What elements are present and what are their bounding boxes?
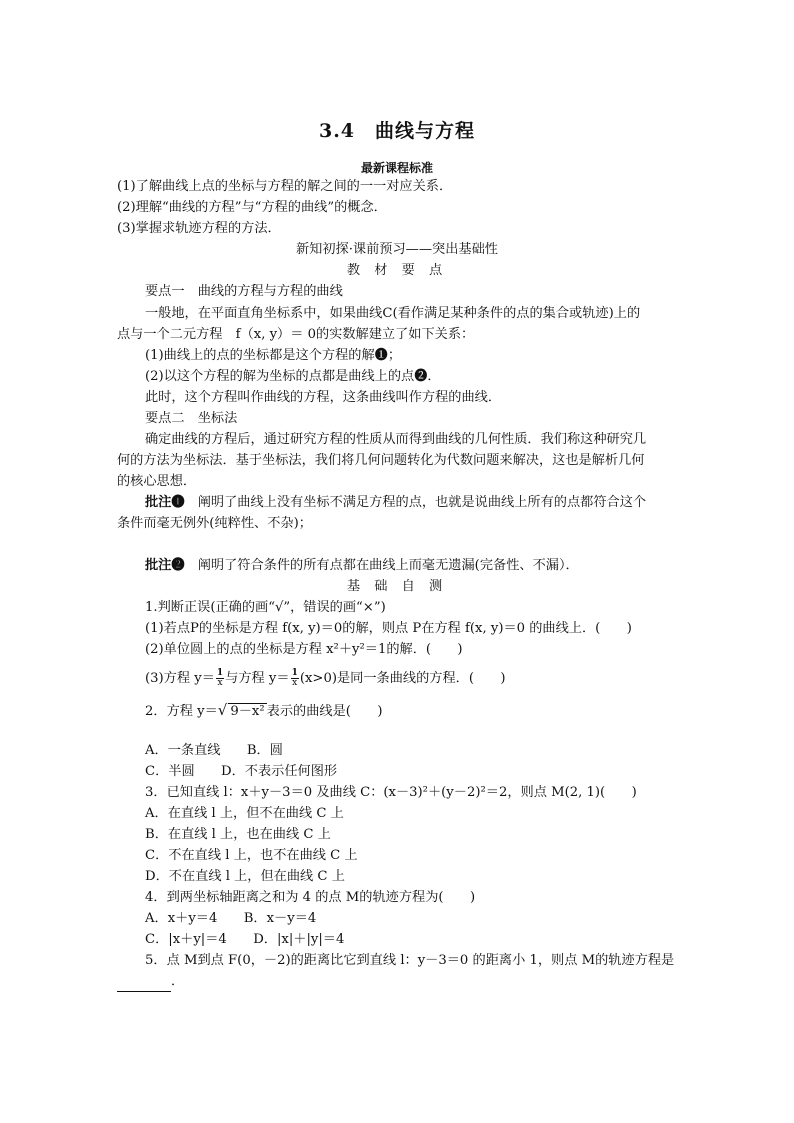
note1-line-1 xyxy=(145,493,646,513)
page-title: 3.4 曲线与方程 xyxy=(318,120,476,142)
section-heading-preview: 新知初探·课前预习——突出基础性 xyxy=(295,242,498,257)
fraction-1-over-x-second xyxy=(291,669,299,688)
note2-text: 阐明了符合条件的所有点都在曲线上而毫无遗漏(完备性、不漏）． xyxy=(184,558,579,573)
section-heading-self-test: 基 础 自 测 xyxy=(346,579,448,594)
point1-conclusion: 此时，这个方程叫作曲线的方程，这条曲线叫作方程的曲线． xyxy=(145,390,502,405)
q3-option-d: D．不在直线 l 上，但在曲线 C 上 xyxy=(145,869,345,884)
q1-stem: 1.判断正误(正确的画“√”，错误的画“×”) xyxy=(145,600,386,615)
sqrt-radicand: 9－x² xyxy=(230,704,265,719)
point1-heading: 要点一 曲线的方程与方程的曲线 xyxy=(145,284,343,299)
note1-text: 阐明了曲线上没有坐标不满足方程的点，也就是说曲线上所有的点都符合这个 xyxy=(184,495,647,510)
q5-stem: 5．点 M到点 F(0，－2)的距离比它到直线 l：y－3＝0 的距离小 1，则点 M的轨迹方程是 xyxy=(145,953,675,968)
note1-label: 批注❶ xyxy=(145,495,185,510)
answer-blank[interactable] xyxy=(117,977,171,992)
q2-stem xyxy=(145,700,382,722)
q1-statement-1: (1)若点P的坐标是方程 f(x, y)＝0的解，则点 P在方程 f(x, y)＝0 的曲线上．( ) xyxy=(145,621,632,636)
q3-stem: 3．已知直线 l：x＋y－3＝0 及曲线 C：(x－3)²＋(y－2)²＝2，则点 M(2, 1)( ) xyxy=(145,785,637,800)
q2-stem-post: 表示的曲线是( ) xyxy=(266,704,383,719)
q1-statement-3-mid: 与方程 y＝ xyxy=(225,671,290,686)
fraction-numerator-second: 1 xyxy=(291,668,298,678)
q3-option-b: B．在直线 l 上，也在曲线 C 上 xyxy=(145,827,331,842)
standard-item-3: (3)掌握求轨迹方程的方法． xyxy=(117,221,281,236)
standard-heading: 最新课程标准 xyxy=(360,161,433,175)
point1-item-1: (1)曲线上的点的坐标都是这个方程的解❶； xyxy=(145,348,402,363)
q5-end: ． xyxy=(171,974,185,989)
section-subheading-key-points: 教 材 要 点 xyxy=(346,263,448,278)
fraction-denominator-second: x xyxy=(292,678,298,688)
point2-line-3: 的核心思想． xyxy=(117,474,197,489)
point2-line-1: 确定曲线的方程后，通过研究方程的性质从而得到曲线的几何性质．我们称这种研究几 xyxy=(145,432,647,447)
q1-statement-3-post: (x>0)是同一条曲线的方程．( ) xyxy=(299,671,506,686)
fraction-numerator: 1 xyxy=(216,668,224,678)
q1-statement-2: (2)单位圆上的点的坐标是方程 x²＋y²＝1的解．( ) xyxy=(145,642,463,657)
standard-item-1: (1)了解曲线上点的坐标与方程的解之间的一一对应关系． xyxy=(117,179,453,194)
point2-heading: 要点二 坐标法 xyxy=(145,411,238,426)
q3-option-c: C．不在直线 l 上，也不在曲线 C 上 xyxy=(145,848,358,863)
note1-line-2: 条件而毫无例外(纯粹性、不杂)； xyxy=(117,516,312,531)
point2-line-2: 何的方法为坐标法．基于坐标法，我们将几何问题转化为代数问题来解决，这也是解析几何 xyxy=(117,453,645,468)
point1-line-1: 一般地，在平面直角坐标系中，如果曲线C(看作满足某种条件的点的集合或轨迹)上的 xyxy=(145,306,641,321)
point1-item-2: (2)以这个方程的解为坐标的点都是曲线上的点❷． xyxy=(145,369,441,384)
q4-options-cd: C．|x＋y|＝4 D．|x|＋|y|＝4 xyxy=(145,932,345,947)
fraction-denominator: x xyxy=(217,678,223,688)
q2-options-cd: C．半圆 D．不表示任何图形 xyxy=(145,764,338,779)
note2-label: 批注❷ xyxy=(145,558,185,573)
note2-line xyxy=(145,556,579,576)
point1-line-2: 点与一个二元方程 f（x, y）＝ 0的实数解建立了如下关系： xyxy=(117,327,475,342)
q5-answer-line xyxy=(117,972,184,992)
q3-option-a: A．在直线 l 上，但不在曲线 C 上 xyxy=(145,806,344,821)
q2-options-ab: A．一条直线 B．圆 xyxy=(145,743,283,758)
q1-statement-3-pre: (3)方程 y＝ xyxy=(145,671,215,686)
sqrt-sign-icon: √ xyxy=(217,701,228,719)
q1-statement-3 xyxy=(145,669,506,689)
fraction-1-over-x xyxy=(216,669,224,688)
standard-item-2: (2)理解“曲线的方程”与“方程的曲线”的概念． xyxy=(117,200,387,215)
q4-options-ab: A．x＋y＝4 B．x－y＝4 xyxy=(145,911,317,926)
q2-stem-pre: 2．方程 y＝ xyxy=(145,704,218,719)
q4-stem: 4．到两坐标轴距离之和为 4 的点 M的轨迹方程为( ) xyxy=(145,890,476,905)
